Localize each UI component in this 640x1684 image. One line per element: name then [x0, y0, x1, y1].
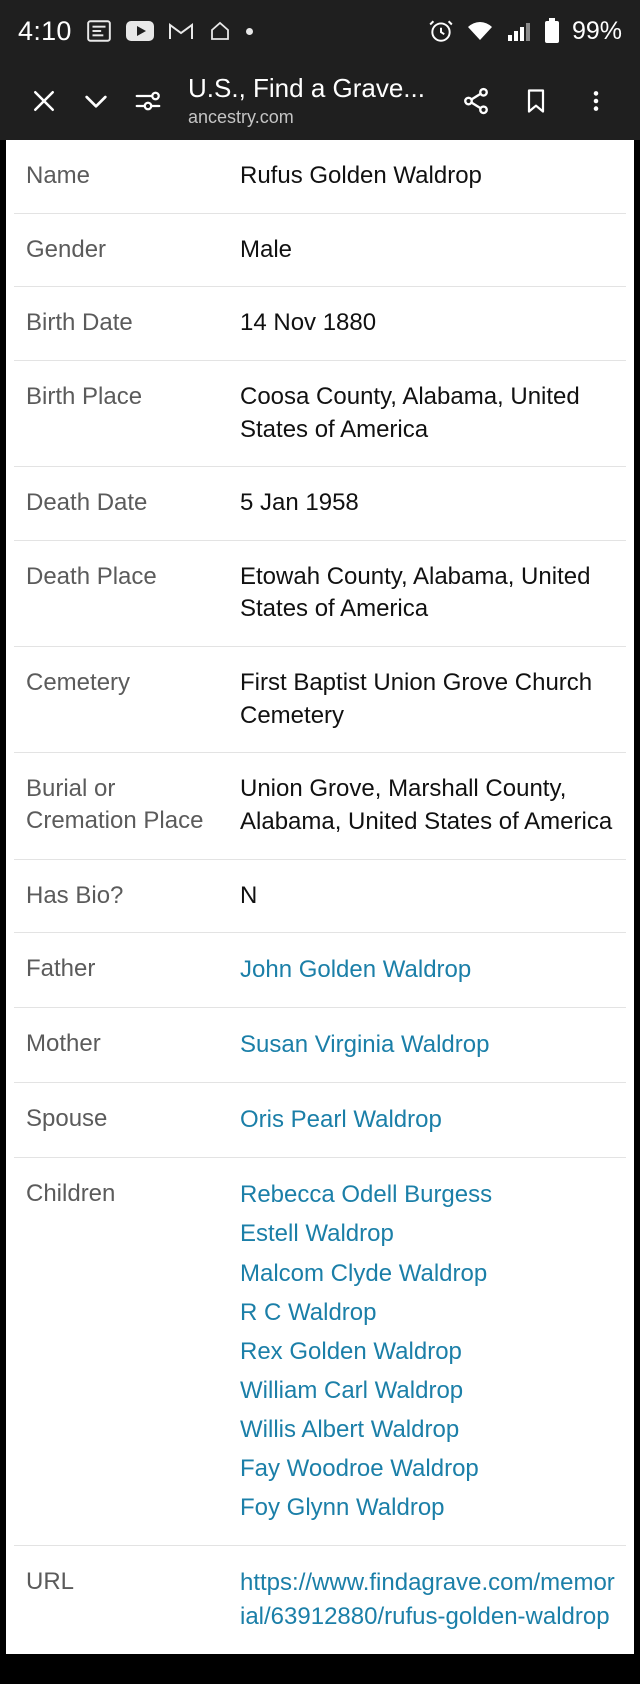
- close-icon[interactable]: [18, 75, 70, 127]
- row-label: Birth Date: [26, 309, 133, 337]
- child-link[interactable]: R C Waldrop: [240, 1298, 377, 1326]
- row-label: Death Place: [26, 562, 157, 590]
- overflow-menu-icon[interactable]: [570, 75, 622, 127]
- row-label: URL: [26, 1568, 75, 1596]
- chevron-down-icon[interactable]: [70, 75, 122, 127]
- row-value: Rufus Golden Waldrop: [240, 162, 482, 189]
- row-value: Male: [240, 235, 293, 263]
- father-link[interactable]: John Golden Waldrop: [240, 956, 472, 984]
- table-row: [14, 541, 626, 647]
- table-row: [14, 287, 626, 361]
- mother-link[interactable]: Susan Virginia Waldrop: [240, 1031, 490, 1059]
- custom-tab-toolbar: [0, 62, 640, 140]
- table-row: [14, 860, 626, 934]
- table-row: [14, 214, 626, 288]
- row-label: Has Bio?: [26, 881, 124, 909]
- wifi-icon: [466, 20, 494, 42]
- page-info-icon[interactable]: [122, 75, 174, 127]
- toolbar-actions: [450, 75, 622, 127]
- page-origin: ancestry.com: [188, 106, 294, 127]
- row-label: Children: [26, 1180, 116, 1208]
- row-value: N: [240, 881, 258, 909]
- signal-icon: [506, 20, 532, 42]
- child-link[interactable]: William Carl Waldrop: [240, 1376, 464, 1404]
- source-url-link[interactable]: https://www.findagrave.com/memorial/63912880/rufus-golden-waldrop: [240, 1569, 615, 1631]
- table-row-children: [14, 1158, 626, 1546]
- toolbar-title-block[interactable]: [174, 74, 450, 128]
- child-link[interactable]: Rex Golden Waldrop: [240, 1337, 462, 1365]
- alarm-icon: [428, 18, 454, 44]
- row-value: Etowah County, Alabama, United States of America: [240, 562, 591, 623]
- table-row: [14, 467, 626, 541]
- row-label: Father: [26, 955, 96, 983]
- dot-icon: [246, 28, 253, 35]
- row-value: Coosa County, Alabama, United States of America: [240, 382, 580, 443]
- status-bar: [0, 0, 640, 62]
- row-label: Cemetery: [26, 669, 131, 696]
- table-row: [14, 140, 626, 214]
- row-value: First Baptist Union Grove Church Cemetery: [240, 669, 593, 729]
- web-content[interactable]: [0, 140, 640, 1654]
- row-value: 5 Jan 1958: [240, 489, 359, 517]
- home-icon: [208, 19, 232, 43]
- row-label: Death Date: [26, 489, 148, 517]
- page-title: U.S., Find a Grave...: [188, 73, 425, 104]
- table-row-father: [14, 933, 626, 1008]
- row-label: Birth Place: [26, 382, 143, 410]
- share-icon[interactable]: [450, 75, 502, 127]
- battery-percent: 99%: [571, 16, 622, 45]
- table-row: [14, 753, 626, 859]
- spouse-link[interactable]: Oris Pearl Waldrop: [240, 1106, 442, 1134]
- child-link[interactable]: Estell Waldrop: [240, 1220, 394, 1248]
- row-value: 14 Nov 1880: [240, 309, 377, 337]
- tune-icon: [86, 18, 112, 44]
- table-row: [14, 361, 626, 467]
- row-value: Union Grove, Marshall County, Alabama, United States of America: [240, 775, 613, 835]
- status-bar-left: [18, 16, 253, 47]
- child-link[interactable]: Willis Albert Waldrop: [240, 1415, 460, 1443]
- status-clock: 4:10: [18, 15, 72, 46]
- child-link[interactable]: Rebecca Odell Burgess: [240, 1181, 493, 1209]
- row-label: Mother: [26, 1030, 101, 1058]
- children-link-list: [240, 1178, 492, 1525]
- row-label: Name: [26, 162, 91, 189]
- row-label: Burial or Cremation Place: [26, 775, 204, 835]
- battery-icon: [544, 18, 560, 44]
- table-row: [14, 647, 626, 753]
- youtube-icon: [126, 21, 154, 41]
- record-detail-table: [6, 140, 634, 1654]
- child-link[interactable]: Fay Woodroe Waldrop: [240, 1454, 479, 1482]
- child-link[interactable]: Foy Glynn Waldrop: [240, 1493, 445, 1521]
- bookmark-icon[interactable]: [510, 75, 562, 127]
- gmail-icon: [168, 21, 194, 41]
- status-bar-right: [428, 17, 622, 46]
- table-row-mother: [14, 1008, 626, 1083]
- row-label: Spouse: [26, 1105, 108, 1133]
- table-row-spouse: [14, 1083, 626, 1158]
- system-navigation-bar: [0, 1654, 640, 1684]
- child-link[interactable]: Malcom Clyde Waldrop: [240, 1259, 488, 1287]
- row-label: Gender: [26, 235, 107, 263]
- table-row-url: [14, 1546, 626, 1654]
